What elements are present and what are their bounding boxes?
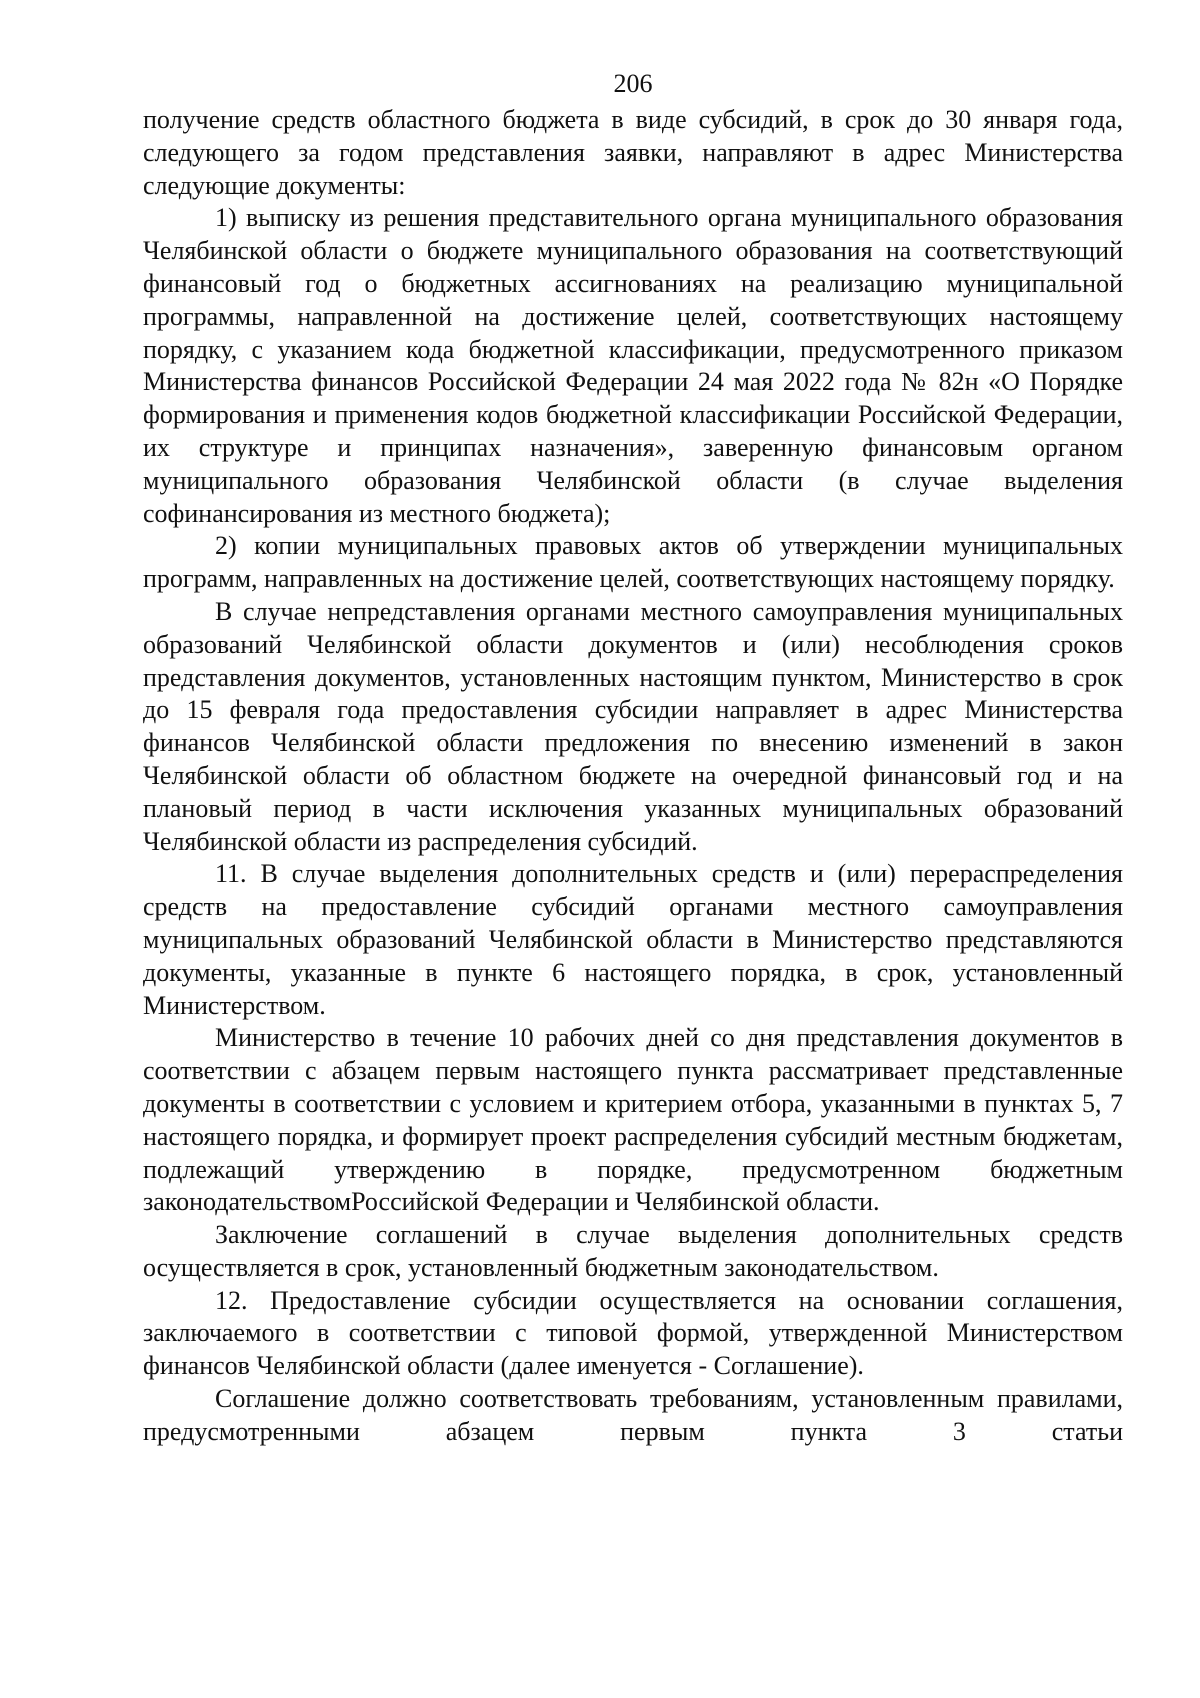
paragraph-intro: получение средств областного бюджета в виде субсидий, в срок до 30 января года, следующего за годом представления заявки, направляют в адрес Министерства следующие документы: (143, 105, 1123, 200)
paragraph-point-12-requirements: Соглашение должно соответствовать требованиям, установленным правилами, предусмотренными абзацем первым пункта 3 статьи (143, 1384, 1123, 1446)
paragraph-point-11: 11. В случае выделения дополнительных средств и (или) перераспределения средств на предоставление субсидий органами местного самоуправления муниципальных образований Челябинской области в Министерство представляются документы, указанные в пункте 6 настоящего порядка, в срок, установленный Министерством. (143, 859, 1123, 1020)
paragraph-point-12: 12. Предоставление субсидии осуществляется на основании соглашения, заключаемого в соответствии с типовой формой, утвержденной Министерством финансов Челябинской области (далее именуется - Соглашение). (143, 1285, 1123, 1381)
paragraph-item-1: 1) выписку из решения представительного органа муниципального образования Челябинской области о бюджете муниципального образования на соответствующий финансовый год о бюджетных ассигнованиях на реализацию муниципальной программы, направленной на достижение целей, соответствующих настоящему порядку, с указанием кода бюджетной классификации, предусмотренного приказом Министерства финансов Российской Федерации 24 мая 2022 года № 82н «О Порядке формирования и применения кодов бюджетной классификации Российской Федерации, их структуре и принципах назначения», заверенную финансовым органом муниципального образования Челябинской области (в случае выделения софинансирования из местного бюджета); (143, 203, 1123, 528)
paragraph-point-11-review: Министерство в течение 10 рабочих дней со дня представления документов в соответствии с абзацем первым настоящего пункта рассматривает представленные документы в соответствии с условием и критерием отбора, указанными в пунктах 5, 7 настоящего порядка, и формирует проект распределения субсидий местным бюджетам, подлежащий утверждению в порядке, предусмотренном бюджетным законодательствомРоссийской Федерации и Челябинской области. (143, 1023, 1123, 1217)
page-number: 206 (613, 69, 653, 98)
paragraph-nonsubmission: В случае непредставления органами местного самоуправления муниципальных образований Челябинской области документов и (или) несоблюдения сроков представления документов, установленных настоящим пунктом, Министерство в срок до 15 февраля года предоставления субсидии направляет в адрес Министерства финансов Челябинской области предложения по внесению изменений в закон Челябинской области об областном бюджете на очередной финансовый год и на плановый период в части исключения указанных муниципальных образований Челябинской области из распределения субсидий. (143, 596, 1123, 856)
paragraph-item-2: 2) копии муниципальных правовых актов об утверждении муниципальных программ, направленных на достижение целей, соответствующих настоящему порядку. (143, 531, 1123, 594)
document-page (143, 64, 1123, 1449)
paragraph-point-11-agreements: Заключение соглашений в случае выделения дополнительных средств осуществляется в срок, установленный бюджетным законодательством. (143, 1220, 1123, 1282)
